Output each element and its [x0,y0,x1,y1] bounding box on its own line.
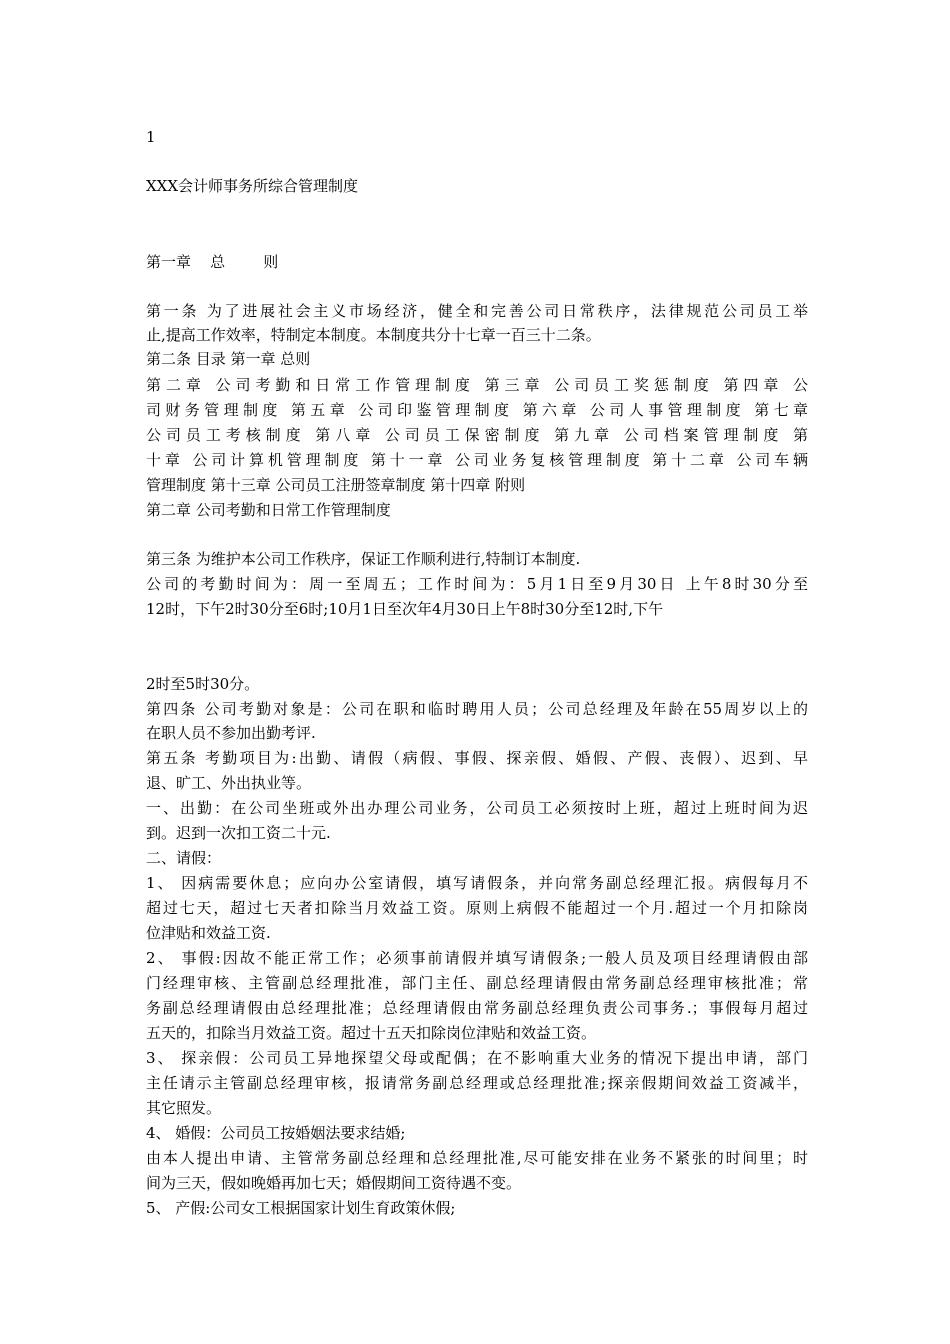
text-line: 司财务管理制度 第五章 公司印鉴管理制度 第六章 公司人事管理制度 第七章 [146,401,808,419]
text-line: 第一条 为了进展社会主义市场经济，健全和完善公司日常秩序，法律规范公司员工举 [146,302,808,320]
text-line: 其它照发。 [146,1099,222,1117]
text-line: 到。迟到一次扣工资二十元. [146,824,331,842]
text-line: 退、旷工、外出执业等。 [146,774,312,792]
text-line: 2时至5时30分。 [146,675,260,693]
text-line: 12时，下午2时30分至6时;10月1日至次年4月30日上午8时30分至12时,下午 [146,600,664,618]
page-number: 1 [146,128,156,146]
text-line: 第二章 公司考勤和日常工作管理制度 第三章 公司员工奖惩制度 第四章 公 [146,376,808,394]
text-line: 二、请假： [146,849,222,867]
text-line: 一、出勤：在公司坐班或外出办理公司业务，公司员工必须按时上班，超过上班时间为迟 [146,799,808,817]
text-line: 3、 探亲假：公司员工异地探望父母或配偶；在不影响重大业务的情况下提出申请，部门 [146,1049,808,1067]
document-title: XXX会计师事务所综合管理制度 [146,177,359,195]
text-line: 4、 婚假：公司员工按婚姻法要求结婚; [146,1124,406,1142]
text-line: 第五条 考勤项目为:出勤、请假（病假、事假、探亲假、婚假、产假、丧假）、迟到、早 [146,749,808,767]
text-line: 第三条 为维护本公司工作秩序，保证工作顺利进行,特制订本制度. [146,550,581,568]
text-line: 公司员工考核制度 第八章 公司员工保密制度 第九章 公司档案管理制度 第 [146,426,808,444]
text-line: 位津贴和效益工资. [146,924,271,942]
text-line: 1、 因病需要休息；应向办公室请假，填写请假条，并向常务副总经理汇报。病假每月不 [146,874,808,892]
text-line: 门经理审核、主管副总经理批准，部门主任、副总经理请假由常务副总经理审核批准；常 [146,974,808,992]
text-line: 5、 产假:公司女工根据国家计划生育政策休假; [146,1199,456,1217]
text-line: 第二章 公司考勤和日常工作管理制度 [146,501,391,519]
text-line: 第四条 公司考勤对象是：公司在职和临时聘用人员；公司总经理及年龄在55周岁以上的 [146,700,808,718]
text-line: 公司的考勤时间为：周一至周五；工作时间为：5月1日至9月30日 上午8时30分至 [146,575,808,593]
text-line: 超过七天，超过七天者扣除当月效益工资。原则上病假不能超过一个月.超过一个月扣除岗 [146,899,808,917]
text-line: 由本人提出申请、主管常务副总经理和总经理批准,尽可能安排在业务不紧张的时间里；时 [146,1149,808,1167]
text-line: 在职人员不参加出勤考评. [146,724,316,742]
text-line: 主任请示主管副总经理审核，报请常务副总经理或总经理批准;探亲假期间效益工资减半， [146,1074,808,1092]
text-line: 务副总经理请假由总经理批准；总经理请假由常务副总经理负责公司事务.；事假每月超过 [146,999,808,1017]
text-line: 第二条 目录 第一章 总则 [146,350,311,368]
text-line: 管理制度 第十三章 公司员工注册签章制度 第十四章 附则 [146,476,526,494]
text-line: 五天的，扣除当月效益工资。超过十五天扣除岗位津贴和效益工资。 [146,1024,597,1042]
text-line: 止,提高工作效率，特制定本制度。本制度共分十七章一百三十二条。 [146,326,601,344]
text-line: 2、 事假:因故不能正常工作；必须事前请假并填写请假条;一般人员及项目经理请假由部 [146,949,808,967]
chapter-heading: 第一章 总 则 [146,253,279,271]
text-line: 十章 公司计算机管理制度 第十一章 公司业务复核管理制度 第十二章 公司车辆 [146,451,808,469]
text-line: 间为三天，假如晚婚再加七天；婚假期间工资待遇不变。 [146,1174,522,1192]
